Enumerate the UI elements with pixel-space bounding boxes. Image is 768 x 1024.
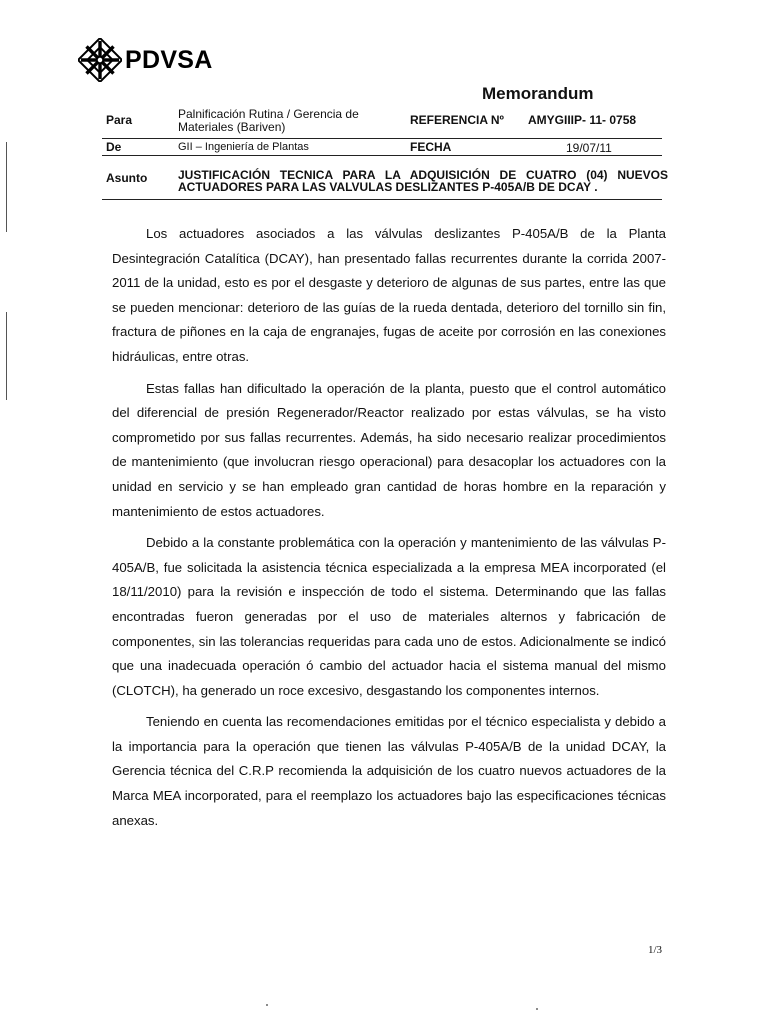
header-rule-bottom <box>102 199 662 200</box>
scan-speck <box>266 1004 268 1006</box>
ref-label: REFERENCIA Nº <box>410 113 504 127</box>
ref-value: AMYGIIIP- 11- 0758 <box>528 113 637 127</box>
logo-wordmark: PDVSA <box>125 45 213 74</box>
fecha-label: FECHA <box>410 140 452 154</box>
scan-speck <box>536 1008 538 1010</box>
memo-title: Memorandum <box>482 84 594 103</box>
de-label: De <box>106 140 122 154</box>
header-rule-middle <box>102 155 662 156</box>
body-paragraph: Los actuadores asociados a las válvulas deslizantes P-405A/B de la Planta Desintegración Catalítica (DCAY), han presentado fallas recurrentes durante la corrida 2007-2011 de la unidad, esto es por el desgaste y deterioro de algunas de sus partes, entre las que se pueden mencionar: deterioro de las guías de la rueda dentada, deterioro del tornillo sin fin, fractura de piñones en la caja de engranajes, fugas de aceite por corrosión en las conexiones hidráulicas, entre otras. <box>112 226 666 364</box>
body-paragraph: Teniendo en cuenta las recomendaciones emitidas por el técnico especialista y debido a la importancia para la operación que tienen las válvulas P-405A/B de la unidad DCAY, la Gerencia técnica del C.R.P recomienda la adquisición de los cuatro nuevos actuadores de la Marca MEA incorporated, para el reemplazo los actuadores bajo las especificaciones técnicas anexas. <box>112 714 666 828</box>
de-value: GII – Ingeniería de Plantas <box>178 141 309 153</box>
asunto-label: Asunto <box>106 171 148 185</box>
page-number: 1/3 <box>648 944 663 956</box>
body-paragraph: Debido a la constante problemática con la operación y mantenimiento de las válvulas P-405A/B, fue solicitada la asistencia técnica especializada a la empresa MEA incorporated (el 18/11/2010) para la revisión e inspección de todo el sistema. Determinando que las fallas encontradas fueron generadas por el uso de materiales alternos y fabricación de componentes, sin las tolerancias requeridas para cada uno de estos. Adicionalmente se indicó que una inadecuada operación ó cambio del actuador hacia el sistema manual del mismo (CLOTCH), ha generado un roce excesivo, desgastando los componentes internos. <box>112 535 666 698</box>
header-rule-top <box>102 138 662 139</box>
pdvsa-logo <box>78 38 213 82</box>
fecha-value: 19/07/11 <box>566 141 612 155</box>
para-label: Para <box>106 113 133 127</box>
pdvsa-sun-emblem-icon <box>78 38 122 82</box>
scan-margin-mark <box>6 312 7 400</box>
scan-margin-mark <box>6 142 7 232</box>
asunto-value: JUSTIFICACIÓN TECNICA PARA LA ADQUISICIÓN DE CUATRO (04) NUEVOS ACTUADORES PARA LAS VALVULAS DESLIZANTES P-405A/B DE DCAY . <box>178 168 668 194</box>
para-value: Palnificación Rutina / Gerencia de Materiales (Bariven) <box>178 107 359 134</box>
body-paragraph: Estas fallas han dificultado la operación de la planta, puesto que el control automático del diferencial de presión Regenerador/Reactor realizado por estas válvulas, se ha visto comprometido por sus fallas recurrentes. Además, ha sido necesario realizar procedimientos de mantenimiento (que involucran riesgo operacional) para desacoplar los actuadores con la unidad en servicio y se han empleado gran cantidad de horas hombre en la reparación y mantenimiento de estos actuadores. <box>112 380 666 519</box>
memo-body <box>112 222 666 840</box>
